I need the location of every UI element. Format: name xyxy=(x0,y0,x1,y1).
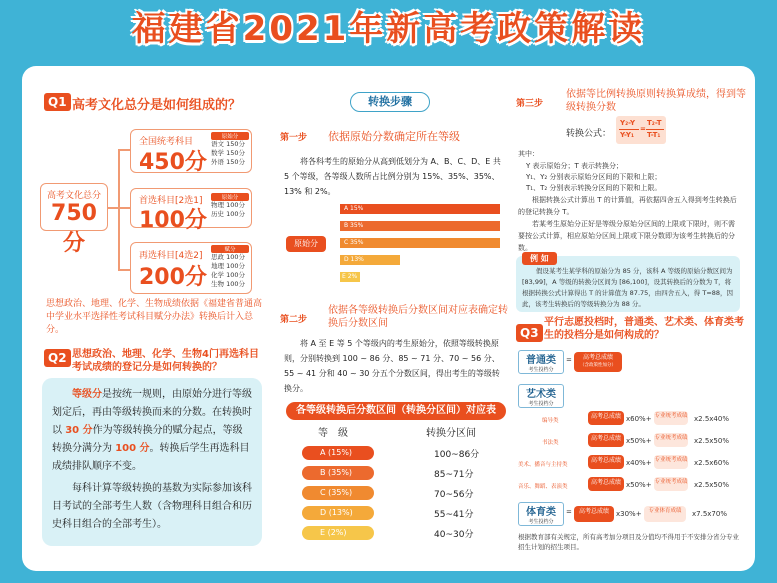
art-row-gk: 高考总成绩 xyxy=(588,433,624,447)
total-score-box xyxy=(40,183,108,256)
q1-tag: Q1 xyxy=(44,93,71,111)
step3-text1: 根据转换公式计算出 T 的计算值，再依据四舍五入得到考生转换后的登记转换分 T。 xyxy=(518,196,737,216)
table-title: 各等级转换后分数区间（转换分区间）对应表 xyxy=(286,402,506,420)
national-label: 全国统考科目 xyxy=(139,137,194,147)
reselect-item: 化学 100分 xyxy=(211,271,245,279)
art-row-zk: 专业统考成绩 xyxy=(654,411,688,425)
table-range-c: 70~56分 xyxy=(434,490,474,500)
art-row-pct: x50%+ xyxy=(626,481,652,489)
formula-def: Y 表示原始分；T 表示转换分； xyxy=(526,162,624,170)
art-row-name: 美术、播音与主持类 xyxy=(518,462,568,468)
reselect-sub-title: 赋分 xyxy=(211,245,249,253)
reselect-score: 200分 xyxy=(139,265,207,290)
national-item: 语文 150分 xyxy=(211,140,245,148)
art-row-pct: x40%+ xyxy=(626,459,652,467)
art-box: 艺术类 考生投档分 xyxy=(518,384,564,408)
art-row-pct: x60%+ xyxy=(626,415,652,423)
steps-header: 转换步骤 xyxy=(350,92,430,112)
preferred-box xyxy=(130,188,252,233)
national-item: 数学 150分 xyxy=(211,149,245,157)
formula-label: 转换公式： xyxy=(566,129,612,139)
grade-bar-d: D 13% xyxy=(340,255,400,265)
formula-def: Y₁、Y₂ 分别表示原始分区间的下限和上限； xyxy=(526,173,662,181)
step3-title: 依据等比例转换原则转换算成绩，得到等级转换分数 xyxy=(566,89,746,113)
preferred-item: 物理 100分 xyxy=(211,201,245,209)
table-grade-c: C (35%) xyxy=(302,486,374,500)
total-score: 750分 xyxy=(51,201,97,256)
grade-bar-c: C 35% xyxy=(340,238,500,248)
q2-para1: 等级分是按统一规则，由原始分进行等级划定后，再由等级转换而来的分数。在转换时以 30 分作为等级转换分的赋分起点，等级转换分满分为 100 分。转换后学生再选科目成绩排队顺序不变。 xyxy=(52,389,252,472)
art-row-pct: x50%+ xyxy=(626,437,652,445)
table-grade-d: D (13%) xyxy=(302,506,374,520)
step1-text: 将各科考生的原始分从高到低划分为 A、B、C、D、E 共 5 个等级，各等级人数所占比例分别为 15%、35%、35%、13% 和 2%。 xyxy=(284,157,501,196)
national-item: 外语 150分 xyxy=(211,158,245,166)
art-row-gk: 高考总成绩 xyxy=(588,455,624,469)
sports-pct: x30%+ xyxy=(616,510,642,518)
q2-panel xyxy=(42,378,262,546)
grade-bar-a: A 15% xyxy=(340,204,500,214)
art-row-name: 书法类 xyxy=(542,440,559,446)
reselect-item: 思政 100分 xyxy=(211,253,245,261)
art-row-zk: 专业统考成绩 xyxy=(654,433,688,447)
preferred-label: 首选科目[2选1] xyxy=(139,196,203,206)
step2-text: 将 A 至 E 等 5 个等级内的考生原始分，依照等级转换原则，分别转换到 100 ~ 86 分、85 ~ 71 分、70 ~ 56 分、55 ~ 41 分和 40 ~ 30 分五个分数区间，得出考生的等级转换分。 xyxy=(284,339,500,393)
table-grade-b: B (35%) xyxy=(302,466,374,480)
q2-tag: Q2 xyxy=(44,349,71,367)
preferred-item: 历史 100分 xyxy=(211,210,245,218)
table-range-e: 40~30分 xyxy=(434,530,474,540)
example-tag: 例 如 xyxy=(522,252,557,265)
q2-para2: 每科计算等级转换的基数为实际参加该科目考试的全部考生人数（含物理科目组合和历史科目组合的全部考生）。 xyxy=(52,483,252,530)
q3-note: 根据教育部有关规定，所有高考加分项目及分值均不得用于不安排分省分专业招生计划的招生项目。 xyxy=(518,533,739,551)
reselect-label: 再选科目[4选2] xyxy=(139,251,203,261)
table-grade-e: E (2%) xyxy=(302,526,374,540)
art-row-mul: x2.5x40% xyxy=(694,415,729,423)
table-grade-a: A (15%) xyxy=(302,446,374,460)
art-row-name: 音乐、舞蹈、表演类 xyxy=(518,484,568,490)
national-box xyxy=(130,129,252,173)
table-range-b: 85~71分 xyxy=(434,470,474,480)
grade-bar-e: E 2% xyxy=(340,272,360,282)
table-col-range: 转换分区间 xyxy=(426,428,476,439)
example-panel xyxy=(516,256,740,312)
raw-score-tag: 原始分 xyxy=(286,236,326,252)
sports-zk: 专业体育成绩 xyxy=(644,506,686,522)
q1-title: 高考文化总分是如何组成的？ xyxy=(72,98,242,113)
table-range-a: 100~86分 xyxy=(434,450,480,460)
table-col-grade: 等 级 xyxy=(318,428,348,439)
art-row-name: 编导类 xyxy=(542,418,559,424)
art-row-gk: 高考总成绩 xyxy=(588,477,624,491)
page-title: 福建省2021年新高考政策解读 xyxy=(131,9,646,49)
art-row-zk: 专业统考成绩 xyxy=(654,477,688,491)
q2-title: 思想政治、地理、化学、生物4门再选科目考试成绩的登记分是如何转换的？ xyxy=(72,349,259,373)
content-card: Q1 高考文化总分是如何组成的？ 高考文化总分 750分 全国统考科目 450分 原始分 语文 150分 数学 150分 外语 150分 首选科目[2选1] 100分 原始分 物理 100分 历史 100分 再选科目[4选2] 200分 赋分 思政 100分 地理 100分 化学 100分 生物 100分 思想政治、地理、化学、生物成绩依据《福建省普通高中学业水平选择性考试科目赋分办法》转换后计入总分。 Q2 思想政治、地理、化学、生物4门再选科目考试成绩的登记分是如何转换的？ 等级分是按统一规则，由原始分进行等级划定后，再由等级转换而来的分数。在转换时以 30 分作为等级转换分的赋分起点，等级转换分满分为 100 分。转换后学生再选科目成绩排队顺序不变。 每科计算等级转换的基数为实际参加该科目考试的全部考生人数（含物理科目组合和历史科目组合的全部考生）。 转换步骤 第一步 依据原始分数确定所在等级 将各科考生的原始分从高到低划分为 A、B、C、D、E 共 5 个等级，各等级人数所占比例分别为 15%、35%、35%、13% 和 2%。 原始分 A 15% B 35% C 35% D 13% E 2% 第二步 依据各等级转换后分数区间对应表确定转换后分数区间 将 A 至 E 等 5 个等级内的考生原始分，依照等级转换原则，分别转换到 100 ~ 86 分、85 ~ 71 分、70 ~ 56 分、55 ~ 41 分和 40 ~ 30 分五个分数区间，得出考生的等级转换分。 各等级转换后分数区间（转换分区间）对应表 等 级 转换分区间 A (15%) 100~86分 B (35%) 85~71分 C (35%) 70~56分 D (13%) 55~41分 E (2%) 40~30分 第三步 依据等比例转换原则转换算成绩，得到等级转换分数 转换公式： Y₂-Y Y-Y₁ = T₂-T T-T₁ 其中： Y 表示原始分；T 表示转换分； Y₁、Y₂ 分别表示原始分区间的下限和上限； T₁、T₂ 分别表示转换分区间的下限和上限。 根据转换公式计算出 T 的计算值，再依据四舍五入得到考生转换后的登记转换分 T。 若某考生原始分正好是等级分原始分区间的上限或下限时，则不需要按公式计算，相应原始分区间上限或下限分数即为该考生转换后的分数。 例 如 假设某考生某学科的原始分为 85 分，该科 A 等级的原始分数区间为 [83,99]，A 等级的转换分区间为 [86,100]，设其转换后的分数为 T，将根据转换公式计算得出 T 的计算值为 87.75，由四舍五入，得 T=88，因此，该考生转换后的等级转换分为 88 分。 Q3 平行志愿投档时，普通类、艺术类、体育类考生的投档分是如何构成的？ 普通类 考生投档分 = 高考总成绩 （含政策性加分） 艺术类 考生投档分 编导类 高考总成绩 x60%+ 专业统考成绩 x2.5x40% 书法类 高考总成绩 x50%+ 专业统考成绩 x2.5x50% 美术、播音与主持类 高考总成绩 x40%+ 专业统考成绩 x2.5x60% 音乐、舞蹈、表演类 高考总成绩 x50%+ 专业统考成绩 x2.5x50% 体育类 考生投档分 = 高考总成绩 x30%+ 专业体育成绩 x7.5x70% 根据教育部有关规定，所有高考加分项目及分值均不得用于不安排分省分专业招生计划的招生项目。 xyxy=(22,66,755,571)
preferred-sub-title: 原始分 xyxy=(211,193,249,201)
national-score: 450分 xyxy=(139,150,207,175)
grade-bar-b: B 35% xyxy=(340,221,500,231)
q1-note: 思想政治、地理、化学、生物成绩依据《福建省普通高中学业水平选择性考试科目赋分办法》转换后计入总分。 xyxy=(46,299,263,335)
art-row-zk: 专业统考成绩 xyxy=(654,455,688,469)
sports-box: 体育类 考生投档分 xyxy=(518,502,564,526)
national-sub-title: 原始分 xyxy=(211,132,249,140)
q3-tag: Q3 xyxy=(516,324,543,342)
art-row-gk: 高考总成绩 xyxy=(588,411,624,425)
formula-where: 其中： xyxy=(518,150,539,158)
step2-title: 依据各等级转换后分数区间对应表确定转换后分数区间 xyxy=(328,305,508,329)
reselect-item: 生物 100分 xyxy=(211,280,245,288)
sports-gk: 高考总成绩 xyxy=(574,506,614,522)
art-row-mul: x2.5x60% xyxy=(694,459,729,467)
reselect-item: 地理 100分 xyxy=(211,262,245,270)
table-range-d: 55~41分 xyxy=(434,510,474,520)
general-total-box: 高考总成绩 （含政策性加分） xyxy=(574,352,622,372)
reselect-box xyxy=(130,242,252,294)
formula-def: T₁、T₂ 分别表示转换分区间的下限和上限。 xyxy=(526,184,662,192)
example-text: 假设某考生某学科的原始分为 85 分，该科 A 等级的原始分数区间为 [83,99]，A 等级的转换分区间为 [86,100]，设其转换后的分数为 T，将根据转换公式计算得出 T 的计算值为 87.75，由四舍五入，得 T=88，因此，该考生转换后的等级转换分为 88 分。 xyxy=(522,267,734,308)
step3-text2: 若某考生原始分正好是等级分原始分区间的上限或下限时，则不需要按公式计算，相应原始分区间上限或下限分数即为该考生转换后的分数。 xyxy=(518,220,735,252)
general-box: 普通类 考生投档分 xyxy=(518,350,564,374)
total-label: 高考文化总分 xyxy=(46,191,101,201)
q3-title: 平行志愿投档时，普通类、艺术类、体育类考生的投档分是如何构成的？ xyxy=(544,317,744,341)
step2-label: 第二步 xyxy=(280,315,308,325)
step3-label: 第三步 xyxy=(516,99,544,109)
art-row-mul: x2.5x50% xyxy=(694,437,729,445)
preferred-score: 100分 xyxy=(139,208,207,233)
step1-label: 第一步 xyxy=(280,133,308,143)
sports-mul: x7.5x70% xyxy=(692,510,727,518)
step1-title: 依据原始分数确定所在等级 xyxy=(328,130,460,143)
formula-box: Y₂-Y Y-Y₁ = T₂-T T-T₁ xyxy=(616,116,666,144)
art-row-mul: x2.5x50% xyxy=(694,481,729,489)
